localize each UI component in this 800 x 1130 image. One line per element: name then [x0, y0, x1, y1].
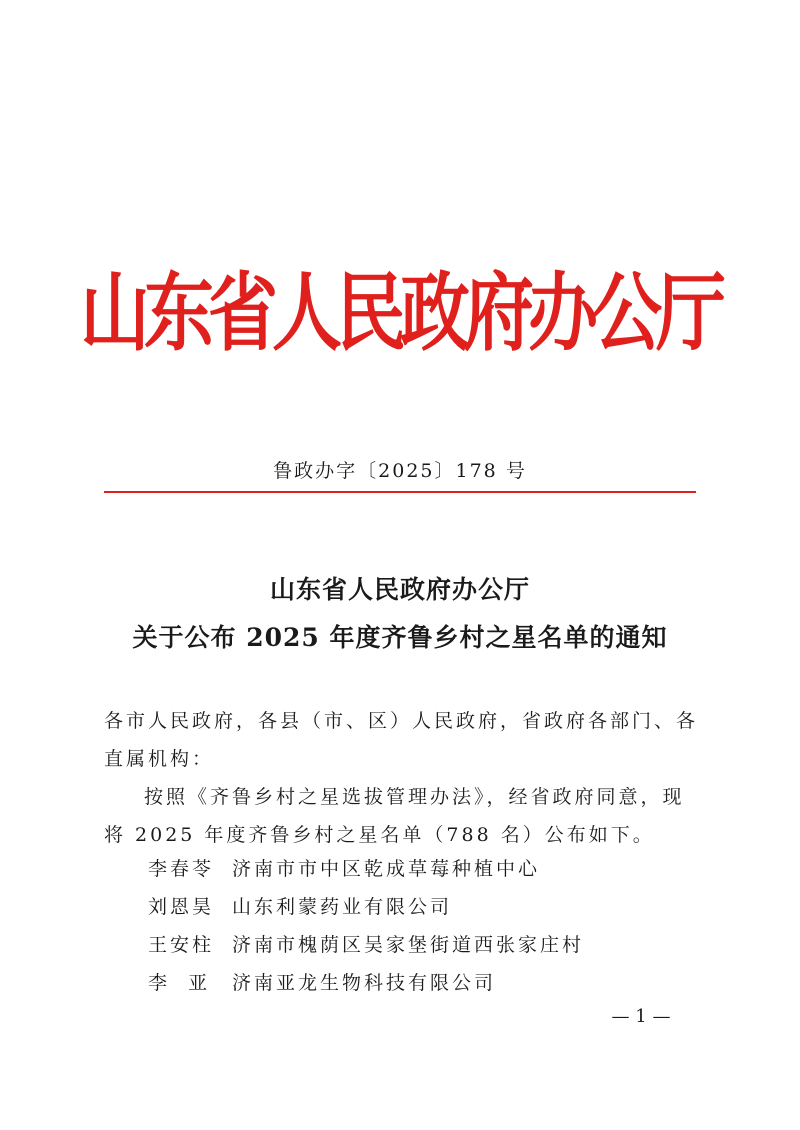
body-paragraph: 按照《齐鲁乡村之星选拔管理办法》，经省政府同意，现将 2025 年度齐鲁乡村之星名单（788 名）公布如下。 — [104, 786, 685, 846]
awardee-name: 李春苓 — [148, 858, 215, 880]
list-item — [148, 850, 584, 888]
addressee: 各市人民政府，各县（市、区）人民政府，省政府各部门、各直属机构： — [104, 710, 699, 770]
list-item — [148, 964, 584, 1002]
awardee-name: 刘恩昊 — [148, 896, 215, 918]
list-item — [148, 888, 584, 926]
issuer-header: 山东省人民政府办公厅 — [80, 263, 720, 364]
awardee-organization: 济南市市中区乾成草莓种植中心 — [232, 858, 541, 880]
document-number: 鲁政办字〔2025〕178 号 — [273, 460, 527, 482]
awardee-organization: 济南市槐荫区吴家堡街道西张家庄村 — [232, 934, 585, 956]
awardee-name: 李 亚 — [148, 972, 211, 994]
list-item — [148, 926, 584, 964]
awardee-organization: 山东利蒙药业有限公司 — [232, 896, 453, 918]
red-divider-line — [104, 491, 696, 493]
awardee-name: 王安柱 — [148, 934, 215, 956]
page-number: — 1 — — [611, 1006, 671, 1027]
document-title-line1: 山东省人民政府办公厅 — [269, 575, 530, 604]
awardee-list — [148, 850, 584, 1002]
document-title-line2: 关于公布 2025 年度齐鲁乡村之星名单的通知 — [132, 623, 668, 652]
awardee-organization: 济南亚龙生物科技有限公司 — [232, 972, 497, 994]
